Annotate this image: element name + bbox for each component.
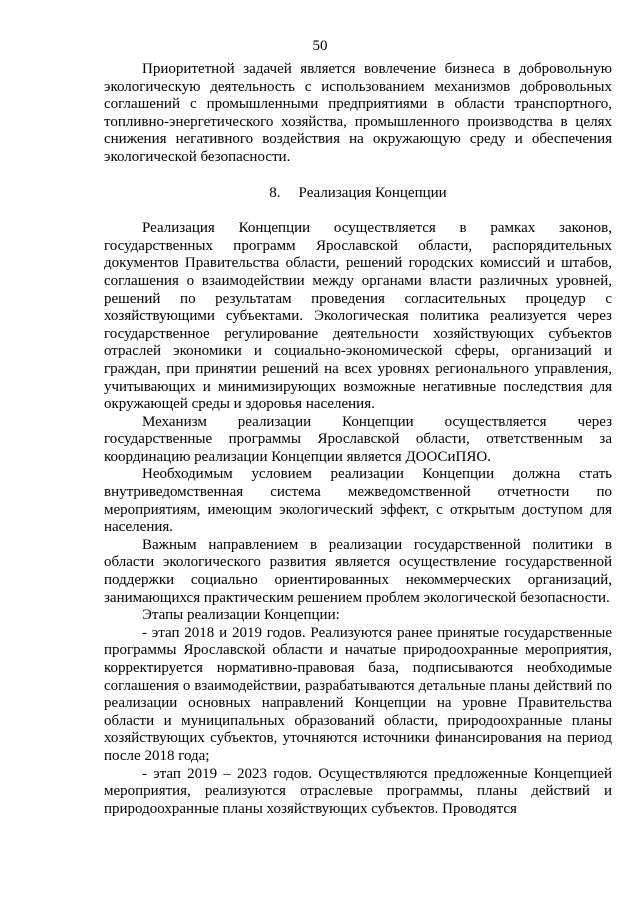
paragraph-stages-heading: Этапы реализации Концепции: bbox=[142, 607, 340, 624]
section-heading bbox=[104, 185, 612, 203]
page-number: 50 bbox=[312, 38, 328, 54]
paragraph-stage-1: - этап 2018 и 2019 годов. Реализуются ранее принятые государственные программы Ярославской области и начатые природоохранные мероприятия, корректируется нормативно-правовая база, подписываются необходимые соглашения о взаимодействии, разрабатываются детальные планы действий по реализации основных направлений Концепции на уровне Правительства области и муниципальных образований области, природоохранные планы хозяйствующих субъектов, уточняются источники финансирования на период после 2018 года; bbox=[104, 624, 612, 764]
paragraph-mechanism: Механизм реализации Концепции осуществляется через государственные программы Ярославской области, ответственным за координацию реализации Концепции является ДООСиПЯО. bbox=[104, 413, 612, 465]
intro-paragraph: Приоритетной задачей является вовлечение бизнеса в добровольную экологическую деятельность с использованием механизмов добровольных соглашений с промышленными предприятиями в области транспортного, топливно-энергетического хозяйства, промышленного производства в целях снижения негативного воздействия на окружающую среду и обеспечения экологической безопасности. bbox=[104, 61, 612, 165]
section-number: 8. bbox=[269, 184, 281, 201]
paragraph-reporting: Необходимым условием реализации Концепции должна стать внутриведомственная система межведомственной отчетности по мероприятиям, имеющим экологический эффект, с открытым доступом для населения. bbox=[104, 466, 612, 536]
paragraph-implementation: Реализация Концепции осуществляется в рамках законов, государственных программ Ярославской области, распорядительных документов Правительства области, решений городских комиссий и штабов, соглашения о взаимодействии между органами власти различных уровней, решений по результатам проведения согласительных процедур с хозяйствующими субъектами. Экологическая политика реализуется через государственное регулирование деятельности хозяйствующих субъектов отраслей экономики и социально-экономической сферы, организаций и граждан, при принятии решений на всех уровнях регионального управления, учитывающих и минимизирующих возможные негативные последствия для окружающей среды и здоровья населения. bbox=[104, 220, 612, 413]
section-title: Реализация Концепции bbox=[298, 184, 447, 201]
paragraph-ngo-support: Важным направлением в реализации государственной политики в области экологического развития является осуществление государственной поддержки социально ориентированных некоммерческих организаций, занимающихся практическим решением проблем экологической безопасности. bbox=[104, 536, 612, 606]
document-body bbox=[104, 61, 612, 818]
paragraph-stage-2: - этап 2019 – 2023 годов. Осуществляются предложенные Концепцией мероприятия, реализуются отраслевые программы, планы действий и природоохранные планы хозяйствующих субъектов. Проводятся bbox=[104, 765, 612, 817]
